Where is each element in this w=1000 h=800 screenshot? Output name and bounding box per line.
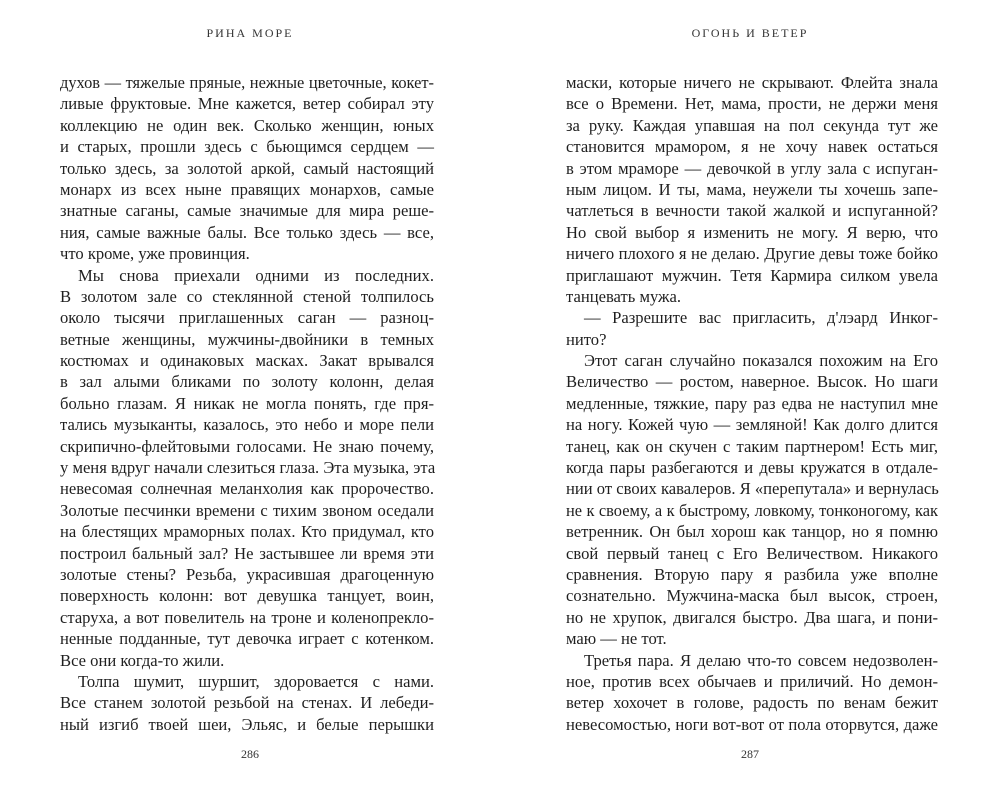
- text-line: Мы снова приехали одними из последних.: [78, 265, 434, 285]
- text-line: Этот саган случайно показался похожим на Его: [584, 351, 938, 371]
- text-line: что кроме, уже провинция.: [60, 244, 250, 264]
- text-line: в зал алыми бликами по золоту колонн, делая: [60, 372, 434, 392]
- text-line: не к своему, а к быстрому, ловкому, тонконогому, как: [566, 500, 938, 520]
- text-line: танцевать мужа.: [566, 286, 682, 306]
- text-line: ния, самые важные балы. Все только здесь — все,: [60, 222, 434, 242]
- text-line: тались музыканты, казалось, это небо и море пели: [60, 415, 434, 435]
- text-line: построил бальный зал? Не застывшее ли время эти: [60, 543, 434, 563]
- text-line: нито?: [566, 329, 607, 349]
- text-line: за руку. Каждая упавшая на пол секунда тут же: [566, 115, 938, 135]
- text-line: старуха, а вот повелитель на троне и коленопрекло-: [60, 607, 434, 627]
- text-line: поверхность колонн: вот девушка танцует, воин,: [60, 586, 434, 606]
- running-head-title: ОГОНЬ И ВЕТЕР: [691, 26, 809, 40]
- text-line: чатлеться в вечности такой жалкой и испуганной?: [566, 201, 938, 221]
- text-line: только здесь, за золотой аркой, самый настоящий: [60, 158, 434, 178]
- text-line: ный изгиб твоей шеи, Эльяс, и белые перышки: [60, 714, 434, 734]
- text-line: золотые стены? Резьба, украсившая драгоценную: [60, 564, 434, 584]
- text-line: ветер хохочет в голове, радость по венам бежит: [566, 693, 938, 713]
- text-line: Все они когда-то жили.: [60, 650, 225, 670]
- text-line: ливые фруктовые. Мне кажется, ветер собирал эту: [60, 94, 434, 114]
- text-line: приглашают мужчин. Тетя Кармира силком увела: [566, 265, 938, 285]
- running-head-author: РИНА МОРЕ: [206, 26, 294, 40]
- text-line: коллекцию не один век. Сколько женщин, юных: [60, 115, 434, 135]
- text-line: знатные саганы, самые значимые для мира реше-: [60, 201, 434, 221]
- text-line: В золотом зале со стеклянной стеной толпилось: [60, 286, 434, 306]
- page-number-right: 287: [741, 747, 759, 761]
- text-line: монарх из всех ныне правящих монархов, самые: [60, 179, 434, 199]
- text-line: Величество — ростом, наверное. Высок. Но шаги: [566, 372, 938, 392]
- text-line: становится мрамором, я не хочу навек остаться: [566, 137, 938, 157]
- text-line: Третья пара. Я делаю что-то совсем недозволен-: [584, 650, 938, 670]
- text-line: ное, против всех обычаев и приличий. Но демон-: [566, 671, 938, 691]
- text-line: около тысячи приглашенных саган — разноц-: [60, 308, 434, 328]
- text-line: невесомая солнечная меланхолия как пророчество.: [60, 479, 434, 499]
- text-line: костюмах и одинаковых масках. Закат врывался: [60, 351, 434, 371]
- text-line: ветные женщины, мужчины-двойники в темных: [60, 329, 434, 349]
- text-line: Толпа шумит, шуршит, здоровается с нами.: [78, 671, 434, 691]
- text-line: нии от своих кавалеров. Я «перепутала» и вернулась: [566, 479, 939, 499]
- text-line: свой первый танец с Его Величеством. Никакого: [566, 543, 938, 563]
- text-line: но не хрупок, двигался быстро. Два шага, и пони-: [566, 607, 938, 627]
- text-line: у меня вдруг начали слезиться глаза. Эта музыка, эта: [60, 458, 436, 478]
- text-line: танец, как он скучен с таким партнером! Есть миг,: [566, 436, 938, 456]
- text-line: маски, которые ничего не скрывают. Флейта знала: [566, 73, 938, 92]
- text-line: все о Времени. Нет, мама, прости, не держи меня: [566, 94, 938, 114]
- text-line: скрипично-флейтовыми голосами. Не знаю почему,: [60, 436, 434, 456]
- text-line: ненные подданные, тут девочка играет с котенком.: [60, 629, 434, 649]
- text-line: Золотые песчинки времени с тихим звоном оседали: [60, 500, 434, 520]
- page-number-left: 286: [241, 747, 259, 761]
- text-line: на блестящих мраморных полах. Кто придумал, кто: [60, 522, 434, 542]
- text-line: больно глазам. Я никак не могла понять, где пря-: [60, 393, 434, 413]
- text-line: ным лицом. И ты, мама, неужели ты хочешь запе-: [566, 179, 938, 199]
- right-page-text: [566, 72, 938, 735]
- text-line: медленные, тяжкие, пару раз едва не наступил мне: [566, 393, 938, 413]
- text-line: Все станем золотой резьбой на стенах. И лебеди-: [60, 693, 434, 713]
- right-page: [500, 0, 1000, 800]
- text-line: маю — не тот.: [566, 629, 667, 649]
- text-line: на ногу. Кожей чую — земляной! Как долго длится: [566, 415, 938, 435]
- text-line: сравнения. Вторую пару я разбила уже вполне: [566, 564, 938, 584]
- text-line: сознательно. Мужчина-маска был высок, строен,: [566, 586, 938, 606]
- text-line: и старых, прошли здесь с бьющимся сердцем —: [60, 137, 434, 157]
- text-line: — Разрешите вас пригласить, д'лэард Инког-: [584, 308, 938, 328]
- text-line: ветренник. Он был хорош как танцор, но я помню: [566, 522, 938, 542]
- text-line: ничего плохого я не делаю. Другие девы тоже бойко: [566, 244, 938, 264]
- text-line: духов — тяжелые пряные, нежные цветочные, кокет-: [60, 73, 434, 92]
- text-line: когда пары разбегаются и девы кружатся в отдале-: [566, 458, 938, 478]
- text-line: невесомостью, ноги вот-вот от пола оторвутся, даже: [566, 714, 938, 734]
- left-page-text: [60, 72, 434, 735]
- text-line: в этом мраморе — девочкой в углу зала с испуган-: [566, 158, 938, 178]
- text-line: Но свой выбор я изменить не могу. Я верю, что: [566, 222, 938, 242]
